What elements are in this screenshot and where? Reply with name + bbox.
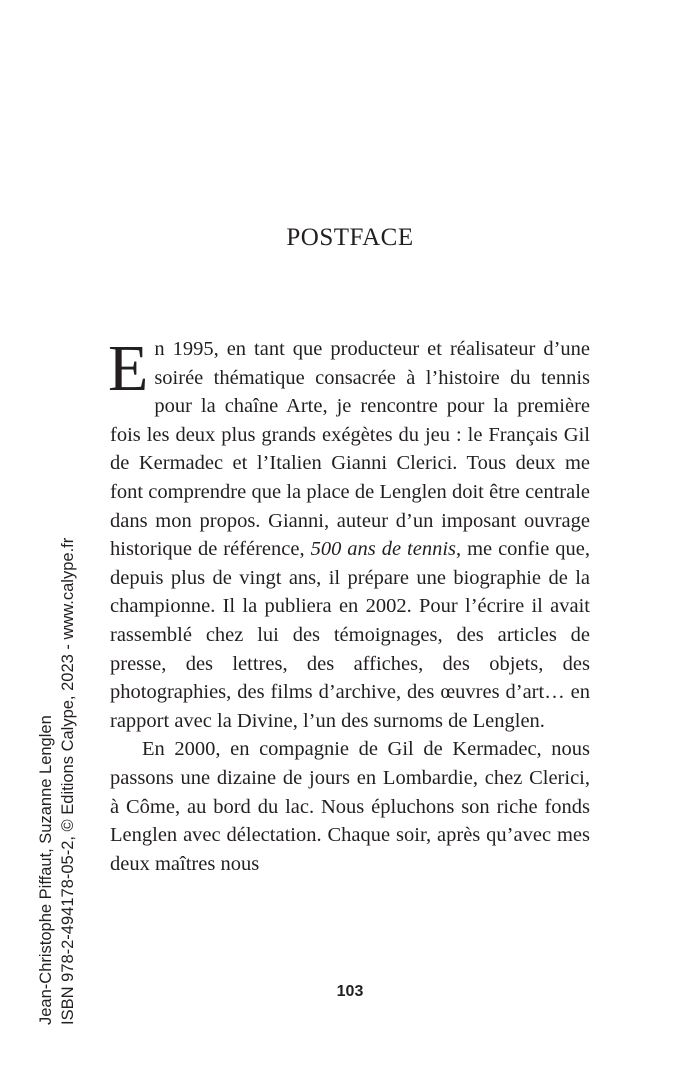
paragraph-1 [108,332,590,735]
side-credit [35,465,79,1025]
book-title-italic: 500 ans de tennis [310,538,456,561]
page-number: 103 [336,983,364,1000]
chapter-title: POSTFACE [286,224,414,251]
paragraph-1-text-a: n 1995, en tant que producteur et réalisateur d’une soirée thématique consacrée à l’histoire du tennis pour la chaîne Arte, je rencontre pour la première fois les deux plus grands exégètes du jeu : le Français Gil de Kermadec et l’Italien Gianni Clerici. Tous deux me font comprendre que la place de Lenglen doit être centrale dans mon propos. Gianni, auteur d’un imposant ouvrage historique de référence, [110,338,590,561]
drop-cap: E [108,332,149,405]
body-text [108,332,590,878]
side-credit-line-2: ISBN 978-2-494178-05-2, © Editions Calype, 2023 - www.calype.fr [59,537,77,1025]
side-credit-line-1: Jean-Christophe Piffaut, Suzanne Lenglen [37,715,55,1025]
paragraph-1-text-b: , me confie que, depuis plus de vingt ans, il prépare une biographie de la championne. Il la publiera en 2002. Pour l’écrire il avait rassemblé chez lui des témoignages, des articles de presse, des lettres, des affiches, des objets, des photographies, des films d’archive, des œuvres d’art… en rapport avec la Divine, l’un des surnoms de Lenglen. [110,538,590,732]
paragraph-2: En 2000, en compagnie de Gil de Kermadec, nous passons une dizaine de jours en Lombardie, chez Clerici, à Côme, au bord du lac. Nous épluchons son riche fonds Lenglen avec délectation. Chaque soir, après qu’avec mes deux maîtres nous [110,738,590,875]
